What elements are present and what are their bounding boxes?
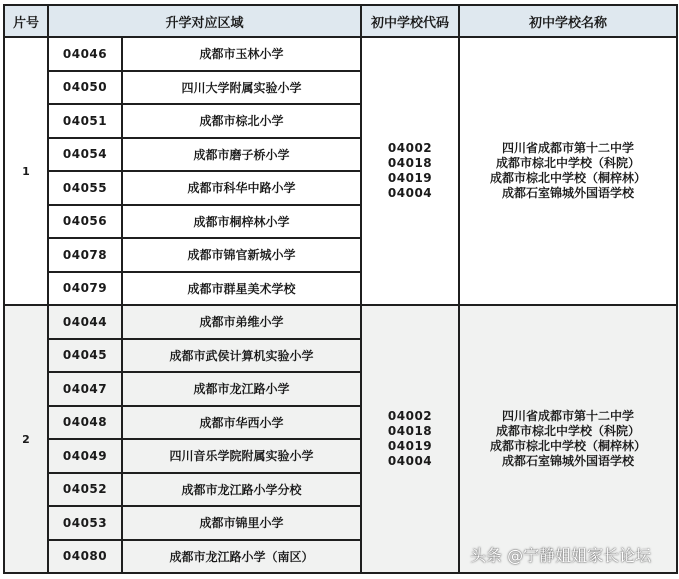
zone-number-cell: 1 [4,37,48,305]
group-1-rows [4,37,677,305]
middle-code-line: 04004 [387,454,433,468]
primary-code-cell: 04053 [48,506,122,540]
middle-name-cell [459,37,677,305]
table-row [4,305,677,339]
primary-code-cell: 04045 [48,339,122,373]
middle-name-line: 成都市棕北中学校（桐梓林） [490,171,647,185]
middle-name-line: 成都石室锦城外国语学校 [502,454,635,468]
middle-code-cell [361,305,459,573]
zone-number-cell: 2 [4,305,48,573]
primary-code-cell: 04051 [48,104,122,138]
group-2-rows [4,305,677,573]
primary-code-cell: 04047 [48,372,122,406]
primary-code-cell: 04054 [48,138,122,172]
primary-code-cell: 04044 [48,305,122,339]
primary-name-cell: 成都市磨子桥小学 [122,138,361,172]
middle-name-line: 四川省成都市第十二中学 [502,409,635,423]
primary-name-cell: 成都市华西小学 [122,406,361,440]
header-row [4,5,677,37]
primary-code-cell: 04079 [48,272,122,306]
primary-code-cell: 04080 [48,540,122,574]
header-middle-code: 初中学校代码 [361,5,459,37]
middle-code-line: 04019 [387,171,433,185]
primary-code-cell: 04049 [48,439,122,473]
primary-code-cell: 04048 [48,406,122,440]
primary-name-cell: 成都市科华中路小学 [122,171,361,205]
primary-name-cell: 成都市桐梓林小学 [122,205,361,239]
primary-name-cell: 成都市锦里小学 [122,506,361,540]
middle-name-line: 成都石室锦城外国语学校 [502,186,635,200]
middle-name-line: 成都市棕北中学校（桐梓林） [490,439,647,453]
table-row [4,37,677,71]
primary-code-cell: 04056 [48,205,122,239]
primary-name-cell: 成都市龙江路小学 [122,372,361,406]
header-primary-area: 升学对应区域 [48,5,361,37]
primary-name-cell: 成都市武侯计算机实验小学 [122,339,361,373]
primary-code-cell: 04078 [48,238,122,272]
primary-name-cell: 成都市群星美术学校 [122,272,361,306]
middle-name-line: 成都市棕北中学校（科院） [496,156,641,170]
primary-name-cell: 成都市弟维小学 [122,305,361,339]
watermark-text: 头条 @宁静姐姐家长论坛 [470,546,652,565]
primary-name-cell: 成都市龙江路小学分校 [122,473,361,507]
header-middle-name: 初中学校名称 [459,5,677,37]
primary-code-cell: 04050 [48,71,122,105]
middle-code-line: 04004 [387,186,433,200]
school-mapping-table [3,4,678,574]
middle-code-cell [361,37,459,305]
primary-code-cell: 04046 [48,37,122,71]
middle-code-line: 04002 [387,141,433,155]
middle-name-line: 四川省成都市第十二中学 [502,141,635,155]
middle-code-line: 04019 [387,439,433,453]
middle-code-line: 04018 [387,156,433,170]
primary-code-cell: 04055 [48,171,122,205]
primary-name-cell: 四川大学附属实验小学 [122,71,361,105]
primary-code-cell: 04052 [48,473,122,507]
middle-name-cell [459,305,677,573]
primary-name-cell: 四川音乐学院附属实验小学 [122,439,361,473]
middle-code-line: 04002 [387,409,433,423]
middle-code-line: 04018 [387,424,433,438]
primary-name-cell: 成都市玉林小学 [122,37,361,71]
primary-name-cell: 成都市龙江路小学（南区） [122,540,361,574]
primary-name-cell: 成都市锦官新城小学 [122,238,361,272]
primary-name-cell: 成都市棕北小学 [122,104,361,138]
header-zone-no: 片号 [4,5,48,37]
middle-name-line: 成都市棕北中学校（科院） [496,424,641,438]
